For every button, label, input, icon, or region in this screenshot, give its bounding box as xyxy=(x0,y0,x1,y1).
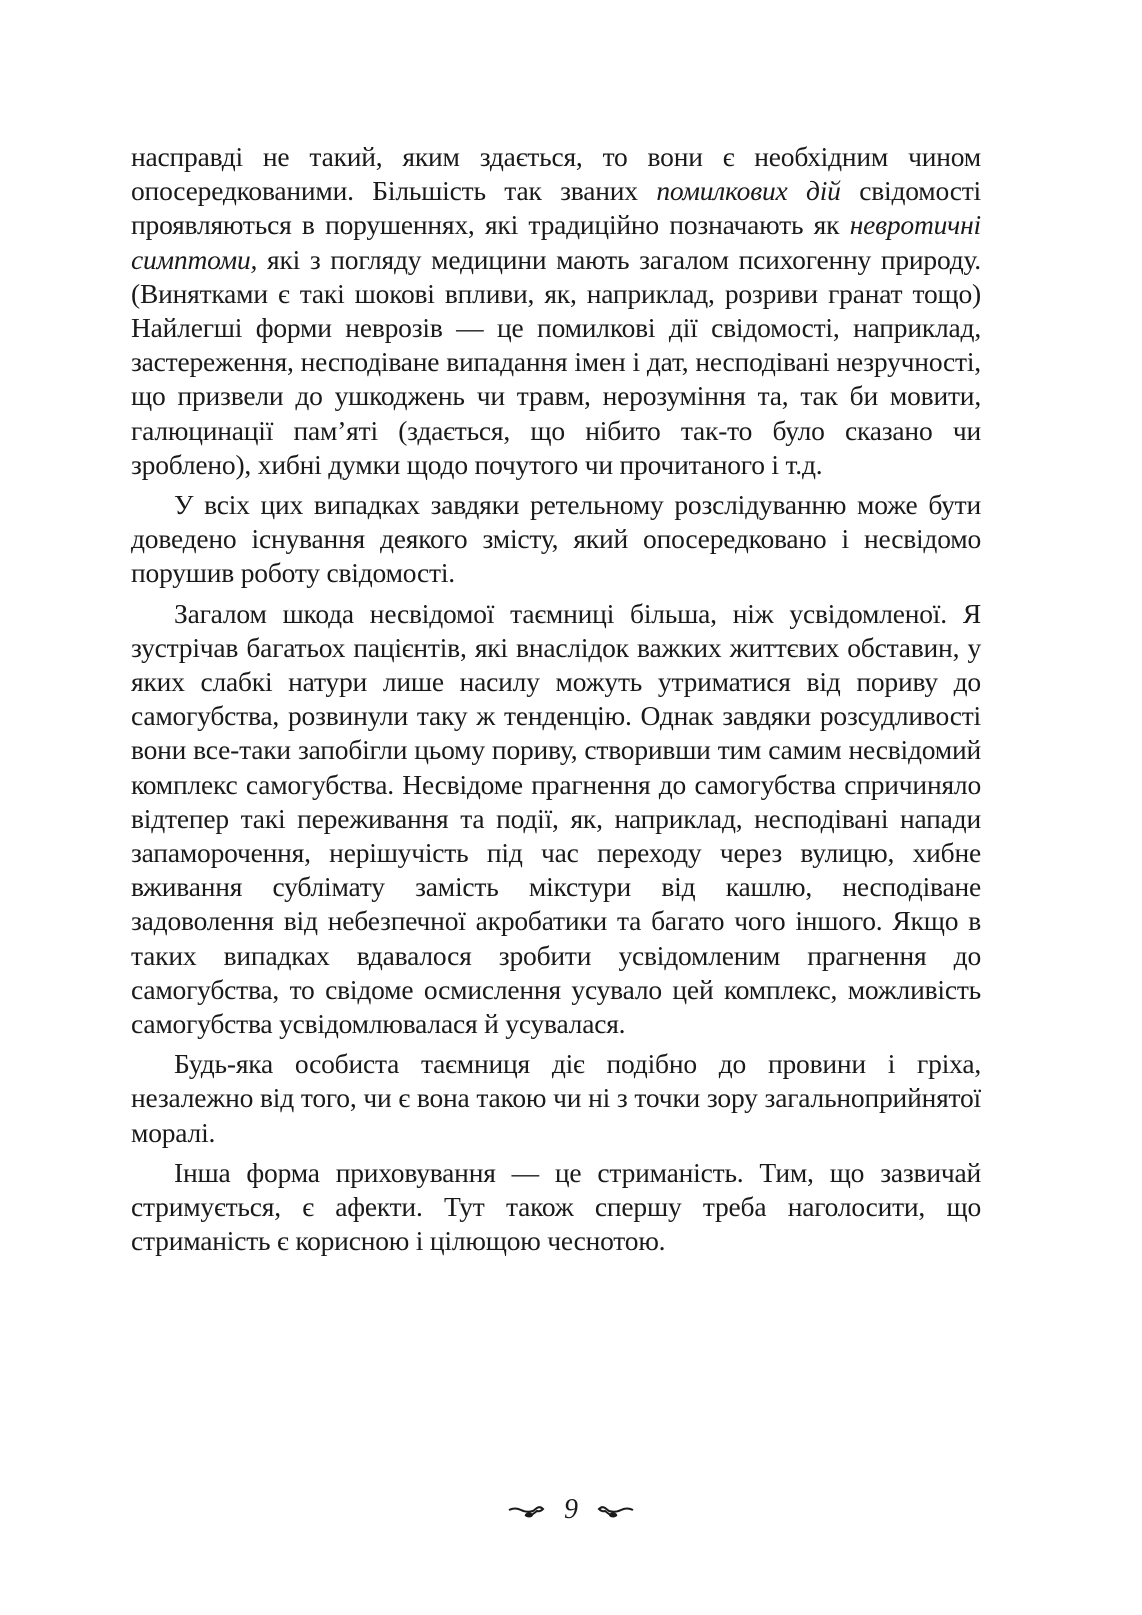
italic-term: невротичні симптоми, xyxy=(131,209,981,275)
text-run: які з погляду медицини мають загалом психогенну природу. (Винятками є такі шокові впливи, як, наприклад, розриви гранат тощо) Найлегші форми неврозів — це помилкові дії свідомості, наприклад, застереження, несподіване випадання імен і дат, несподівані незручності, що призвели до ушкоджень чи травм, нерозуміння та, так би мовити, галюцинації пам’яті (здається, що нібито так-то було сказано чи зроблено), хибні думки щодо почутого чи прочитаного і т.д. xyxy=(131,243,981,480)
left-vine-ornament-icon xyxy=(507,1504,547,1520)
right-vine-ornament-icon xyxy=(595,1504,635,1520)
page-number: 9 xyxy=(564,1494,578,1525)
text-run: Інша форма приховування — це стриманість. Тим, що зазвичай стримується, є афекти. Тут також спершу треба наголосити, що стриманість є корисною і цілющою чеснотою. xyxy=(131,1156,981,1257)
text-run: Загалом шкода несвідомої таємниці більша, ніж усвідомленої. Я зустрічав багатьох пацієнтів, які внаслідок важких життєвих обставин, у яких слабкі натури лише насилу можуть утриматися від пориву до самогубства, розвинули таку ж тенденцію. Однак завдяки розсудливості вони все-таки запобігли цьому пориву, створивши тим самим несвідомий комплекс самогубства. Несвідоме прагнення до самогубства спричиняло відтепер такі переживання та події, як, наприклад, несподівані напади запаморочення, нерішучість під час переходу через вулицю, хибне вживання сублімату замість мікстури від кашлю, несподіване задоволення від небезпечної акробатики та багато чого іншого. Якщо в таких випадках вдавалося зробити усвідомленим прагнення до самогубства, то свідоме осмислення усувало цей комплекс, можливість самогубства усвідомлювалася й усувалася. xyxy=(131,597,981,1040)
page-body xyxy=(131,140,981,1259)
page-footer xyxy=(0,1494,1142,1526)
text-run: свідомості проявляються в порушеннях, які традиційно позначають як xyxy=(131,175,981,241)
paragraph xyxy=(131,597,981,1042)
text-run: У всіх цих випадках завдяки ретельному розслідуванню може бути доведено існування деякого змісту, який опосередковано і несвідомо порушив роботу свідомості. xyxy=(131,489,981,589)
text-run: Будь-яка особиста таємниця діє подібно до провини і гріха, незалежно від того, чи є вона такою чи ні з точки зору загальноприйнятої моралі. xyxy=(131,1048,981,1148)
paragraph xyxy=(131,1156,981,1259)
paragraph xyxy=(131,488,981,591)
italic-term: помилкових дій xyxy=(656,175,841,207)
paragraph xyxy=(131,140,981,482)
paragraph xyxy=(131,1047,981,1150)
text-run: насправді не такий, яким здається, то вони є необхідним чином опосередкованими. Більшість так званих xyxy=(131,141,981,207)
